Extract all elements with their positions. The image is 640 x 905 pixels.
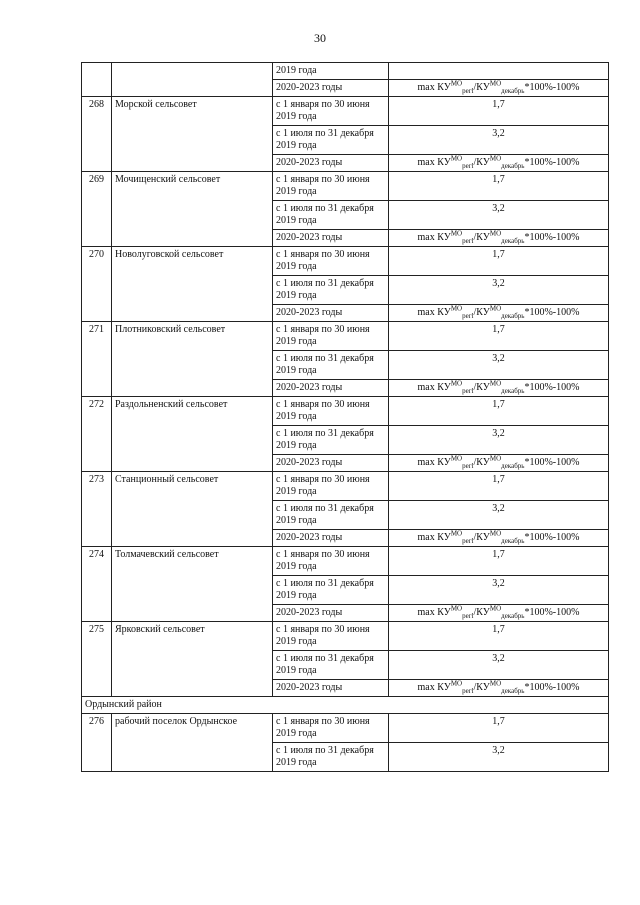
period-cell: 2020-2023 годы bbox=[273, 230, 389, 247]
formula-cell: $\max КУ^{МО}_{регl}/КУ^{МО}_{декабрь}*100\%-100\%$ bbox=[389, 305, 609, 322]
formula-sup: МО bbox=[450, 229, 463, 238]
formula-cell: $\max КУ^{МО}_{регl}/КУ^{МО}_{декабрь}*100\%-100\%$ bbox=[389, 80, 609, 97]
period-cell: с 1 июля по 31 декабря 2019 года bbox=[273, 426, 389, 455]
row-number: 270 bbox=[82, 247, 112, 322]
formula-sub: декабрь bbox=[501, 462, 525, 470]
settlement-name: Морской сельсовет bbox=[112, 97, 273, 172]
period-cell: с 1 января по 30 июня 2019 года bbox=[273, 172, 389, 201]
formula-cell: $\max КУ^{МО}_{регl}/КУ^{МО}_{декабрь}*100\%-100\%$ bbox=[389, 530, 609, 547]
row-number: 268 bbox=[82, 97, 112, 172]
period-cell: с 1 июля по 31 декабря 2019 года bbox=[273, 576, 389, 605]
row-number: 272 bbox=[82, 397, 112, 472]
table-row bbox=[82, 547, 609, 576]
table-row bbox=[82, 472, 609, 501]
settlement-name: Раздольненский сельсовет bbox=[112, 397, 273, 472]
value-cell: 1,7 bbox=[389, 472, 609, 501]
period-cell: с 1 июля по 31 декабря 2019 года bbox=[273, 651, 389, 680]
formula-sub: декабрь bbox=[501, 687, 525, 695]
value-cell: 3,2 bbox=[389, 426, 609, 455]
period-cell: с 1 января по 30 июня 2019 года bbox=[273, 622, 389, 651]
period-cell: 2020-2023 годы bbox=[273, 455, 389, 472]
period-cell: 2020-2023 годы bbox=[273, 605, 389, 622]
period-cell: с 1 июля по 31 декабря 2019 года bbox=[273, 743, 389, 772]
row-number: 276 bbox=[82, 714, 112, 772]
formula-sub: регl bbox=[462, 87, 474, 95]
formula-sub: регl bbox=[462, 387, 474, 395]
formula-sub: регl bbox=[462, 312, 474, 320]
period-cell: 2020-2023 годы bbox=[273, 80, 389, 97]
period-cell: с 1 января по 30 июня 2019 года bbox=[273, 322, 389, 351]
district-name: Ордынский район bbox=[82, 697, 609, 714]
value-cell: 1,7 bbox=[389, 247, 609, 276]
formula-sup: МО bbox=[489, 454, 502, 463]
settlement-name: Новолуговской сельсовет bbox=[112, 247, 273, 322]
formula-sup: МО bbox=[489, 304, 502, 313]
formula-sup: МО bbox=[489, 679, 502, 688]
row-number: 275 bbox=[82, 622, 112, 697]
table-row bbox=[82, 397, 609, 426]
value-cell: 3,2 bbox=[389, 276, 609, 305]
period-cell: с 1 января по 30 июня 2019 года bbox=[273, 247, 389, 276]
value-cell: 3,2 bbox=[389, 126, 609, 155]
settlement-name: рабочий поселок Ордынское bbox=[112, 714, 273, 772]
value-cell: 1,7 bbox=[389, 547, 609, 576]
formula-sup: МО bbox=[450, 79, 463, 88]
formula-sup: МО bbox=[450, 604, 463, 613]
row-number: 273 bbox=[82, 472, 112, 547]
value-cell: 1,7 bbox=[389, 622, 609, 651]
period-cell: с 1 июля по 31 декабря 2019 года bbox=[273, 126, 389, 155]
formula-sup: МО bbox=[450, 529, 463, 538]
formula-cell: $\max КУ^{МО}_{регl}/КУ^{МО}_{декабрь}*100\%-100\%$ bbox=[389, 605, 609, 622]
period-cell: 2020-2023 годы bbox=[273, 680, 389, 697]
value-cell bbox=[389, 63, 609, 80]
tariff-table bbox=[81, 62, 609, 772]
settlement-name: Ярковский сельсовет bbox=[112, 622, 273, 697]
formula-sup: МО bbox=[450, 679, 463, 688]
formula-sup: МО bbox=[489, 529, 502, 538]
settlement-name: Толмачевский сельсовет bbox=[112, 547, 273, 622]
period-cell: с 1 января по 30 июня 2019 года bbox=[273, 97, 389, 126]
district-row bbox=[82, 697, 609, 714]
formula-cell: $\max КУ^{МО}_{регl}/КУ^{МО}_{декабрь}*100\%-100\%$ bbox=[389, 155, 609, 172]
formula-cell: $\max КУ^{МО}_{регl}/КУ^{МО}_{декабрь}*100\%-100\%$ bbox=[389, 380, 609, 397]
formula-sub: регl bbox=[462, 462, 474, 470]
table-row bbox=[82, 97, 609, 126]
period-cell: 2020-2023 годы bbox=[273, 305, 389, 322]
value-cell: 1,7 bbox=[389, 97, 609, 126]
formula-sub: декабрь bbox=[501, 612, 525, 620]
table-row bbox=[82, 247, 609, 276]
formula-cell: $\max КУ^{МО}_{регl}/КУ^{МО}_{декабрь}*100\%-100\%$ bbox=[389, 455, 609, 472]
value-cell: 3,2 bbox=[389, 201, 609, 230]
period-cell: 2019 года bbox=[273, 63, 389, 80]
period-cell: 2020-2023 годы bbox=[273, 380, 389, 397]
formula-sup: МО bbox=[450, 154, 463, 163]
value-cell: 3,2 bbox=[389, 743, 609, 772]
period-cell: с 1 июля по 31 декабря 2019 года bbox=[273, 276, 389, 305]
table-row bbox=[82, 172, 609, 201]
period-cell: с 1 января по 30 июня 2019 года bbox=[273, 547, 389, 576]
formula-sub: регl bbox=[462, 162, 474, 170]
row-number: 271 bbox=[82, 322, 112, 397]
table-row bbox=[82, 63, 609, 80]
formula-sup: МО bbox=[489, 154, 502, 163]
table-row bbox=[82, 322, 609, 351]
period-cell: с 1 января по 30 июня 2019 года bbox=[273, 397, 389, 426]
formula-sub: декабрь bbox=[501, 237, 525, 245]
row-number: 269 bbox=[82, 172, 112, 247]
table-row bbox=[82, 622, 609, 651]
settlement-name: Мочищенский сельсовет bbox=[112, 172, 273, 247]
period-cell: с 1 июля по 31 декабря 2019 года bbox=[273, 501, 389, 530]
formula-sub: декабрь bbox=[501, 312, 525, 320]
value-cell: 3,2 bbox=[389, 351, 609, 380]
period-cell: 2020-2023 годы bbox=[273, 530, 389, 547]
formula-sup: МО bbox=[489, 229, 502, 238]
period-cell: с 1 июля по 31 декабря 2019 года bbox=[273, 351, 389, 380]
formula-sup: МО bbox=[489, 79, 502, 88]
formula-cell: $\max КУ^{МО}_{регl}/КУ^{МО}_{декабрь}*100\%-100\%$ bbox=[389, 230, 609, 247]
period-cell: с 1 июля по 31 декабря 2019 года bbox=[273, 201, 389, 230]
settlement-name: Плотниковский сельсовет bbox=[112, 322, 273, 397]
formula-sub: декабрь bbox=[501, 87, 525, 95]
value-cell: 1,7 bbox=[389, 714, 609, 743]
formula-sub: регl bbox=[462, 537, 474, 545]
num-cell bbox=[82, 63, 112, 97]
formula-sub: регl bbox=[462, 237, 474, 245]
formula-sub: декабрь bbox=[501, 162, 525, 170]
settlement-name: Станционный сельсовет bbox=[112, 472, 273, 547]
page-number: 30 bbox=[314, 31, 326, 45]
name-cell bbox=[112, 63, 273, 97]
value-cell: 1,7 bbox=[389, 397, 609, 426]
table-row bbox=[82, 714, 609, 743]
formula-sup: МО bbox=[450, 454, 463, 463]
period-cell: с 1 января по 30 июня 2019 года bbox=[273, 472, 389, 501]
row-number: 274 bbox=[82, 547, 112, 622]
formula-sub: регl bbox=[462, 612, 474, 620]
formula-sup: МО bbox=[489, 604, 502, 613]
value-cell: 3,2 bbox=[389, 576, 609, 605]
value-cell: 1,7 bbox=[389, 322, 609, 351]
value-cell: 3,2 bbox=[389, 501, 609, 530]
formula-sup: МО bbox=[450, 379, 463, 388]
period-cell: с 1 января по 30 июня 2019 года bbox=[273, 714, 389, 743]
formula-sup: МО bbox=[450, 304, 463, 313]
formula-cell: $\max КУ^{МО}_{регl}/КУ^{МО}_{декабрь}*100\%-100\%$ bbox=[389, 680, 609, 697]
value-cell: 3,2 bbox=[389, 651, 609, 680]
value-cell: 1,7 bbox=[389, 172, 609, 201]
formula-sub: регl bbox=[462, 687, 474, 695]
formula-sub: декабрь bbox=[501, 387, 525, 395]
formula-sup: МО bbox=[489, 379, 502, 388]
formula-sub: декабрь bbox=[501, 537, 525, 545]
period-cell: 2020-2023 годы bbox=[273, 155, 389, 172]
